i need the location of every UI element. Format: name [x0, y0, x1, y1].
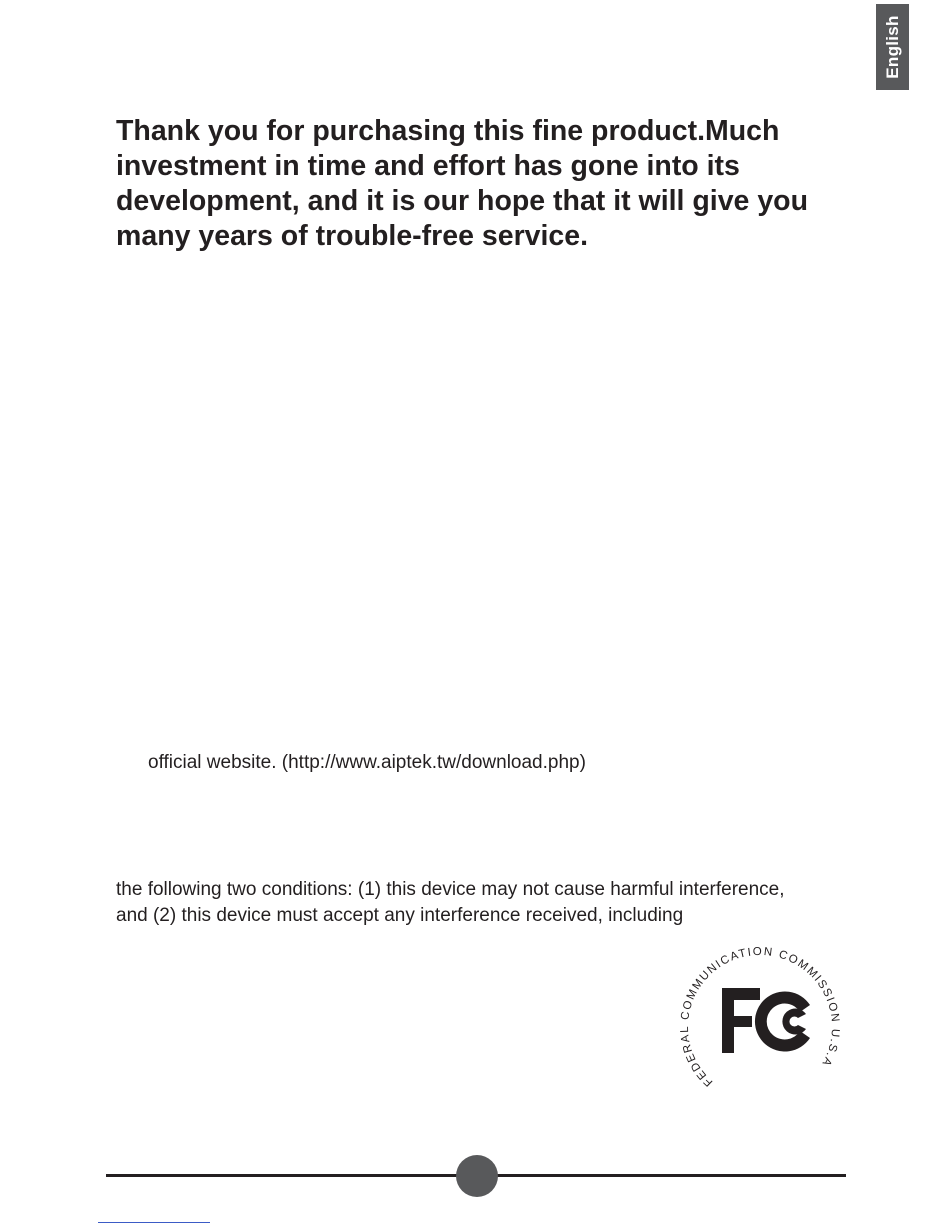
- intro-line: Thank you for purchasing this fine product.Much: [116, 115, 780, 147]
- language-tab: [876, 4, 909, 90]
- language-tab-label: English: [882, 15, 902, 79]
- website-line: official website. (http://www.aiptek.tw/download.php): [148, 752, 586, 773]
- fcc-statement: [116, 877, 785, 929]
- intro-line: investment in time and effort has gone into its: [116, 150, 740, 182]
- intro-line: many years of trouble-free service.: [116, 220, 589, 252]
- link-underline: [98, 1222, 210, 1223]
- fcc-logo-mark: [722, 988, 810, 1053]
- fcc-logo: [672, 938, 848, 1098]
- fcc-logo-ring-text: FEDERAL COMMUNICATION COMMISSION U.S.A: [678, 945, 842, 1089]
- fcc-statement-line: and (2) this device must accept any interference received, including: [116, 905, 684, 926]
- fcc-statement-line: the following two conditions: (1) this device may not cause harmful interference,: [116, 879, 785, 900]
- page-number-dot: [456, 1155, 498, 1197]
- intro-paragraph: [116, 114, 856, 254]
- intro-line: development, and it is our hope that it will give you: [116, 185, 808, 217]
